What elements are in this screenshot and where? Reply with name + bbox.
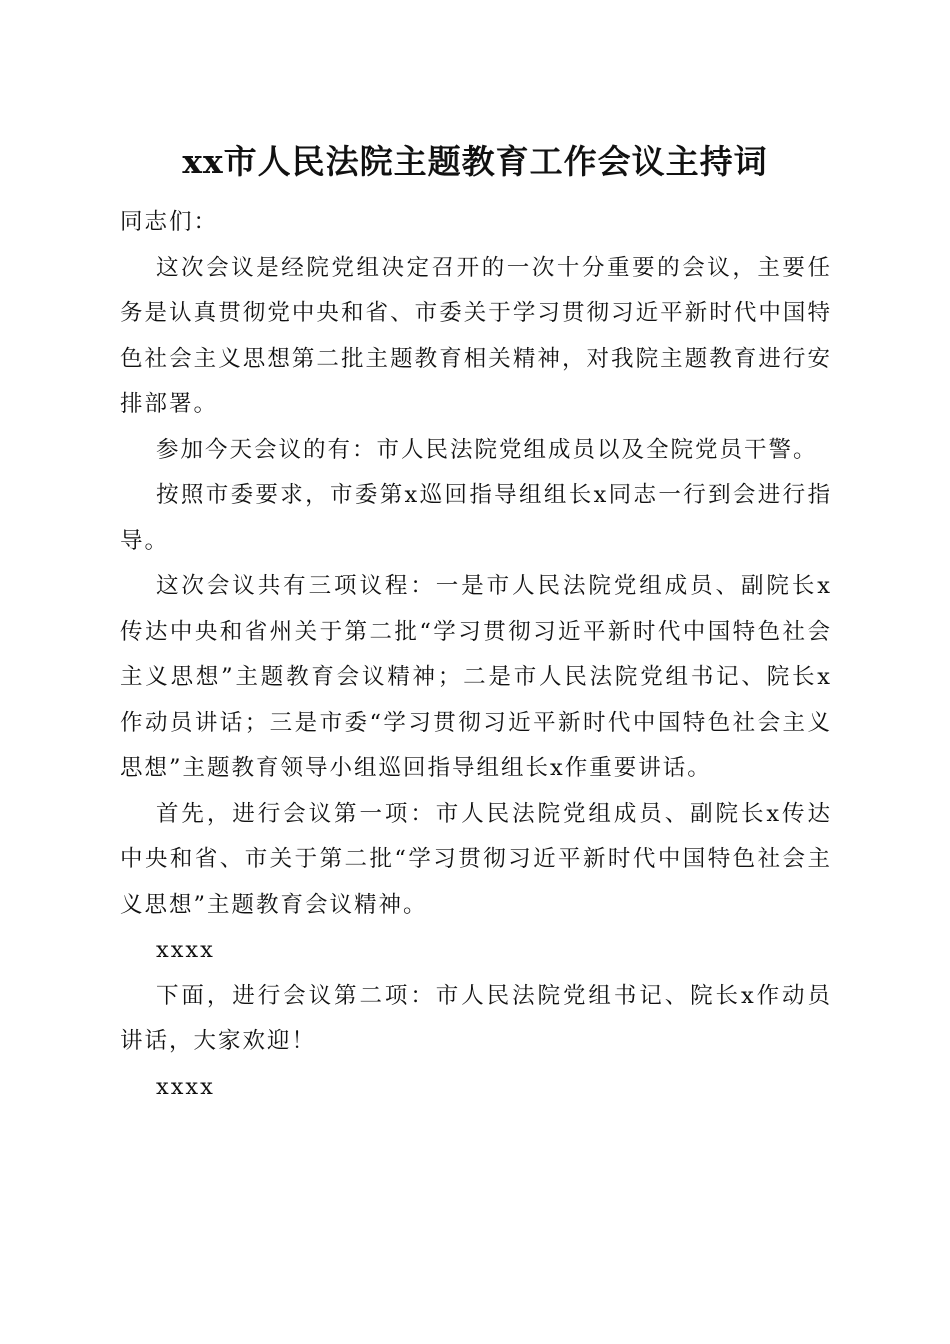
paragraph-inspection-group: 按照市委要求，市委第x巡回指导组组长x同志一行到会进行指导。: [120, 482, 832, 554]
paragraph-item-one: 首先，进行会议第一项：市人民法院党组成员、副院长x传达中央和省、市关于第二批“学习贯彻习近平新时代中国特色社会主义思想”主题教育会议精神。: [120, 800, 832, 918]
salutation: 同志们：: [120, 209, 219, 235]
paragraph-item-two: 下面，进行会议第二项：市人民法院党组书记、院长x作动员讲话，大家欢迎！: [120, 982, 832, 1054]
paragraph-meeting-purpose: 这次会议是经院党组决定召开的一次十分重要的会议，主要任务是认真贯彻党中央和省、市委关于学习贯彻习近平新时代中国特色社会主义思想第二批主题教育相关精神，对我院主题教育进行安排部署。: [120, 254, 832, 417]
placeholder-text: xxxx: [156, 1073, 215, 1100]
paragraph-attendees: 参加今天会议的有：市人民法院党组成员以及全院党员干警。: [156, 436, 818, 463]
document-title: xx市人民法院主题教育工作会议主持词: [182, 142, 768, 181]
paragraph-agenda: 这次会议共有三项议程：一是市人民法院党组成员、副院长x传达中央和省州关于第二批“学习贯彻习近平新时代中国特色社会主义思想”主题教育会议精神；二是市人民法院党组书记、院长x作动员讲话；三是市委“学习贯彻习近平新时代中国特色社会主义思想”主题教育领导小组巡回指导组组长x作重要讲话。: [120, 573, 832, 781]
placeholder-text: xxxx: [156, 937, 215, 963]
document-body: [120, 200, 832, 1110]
